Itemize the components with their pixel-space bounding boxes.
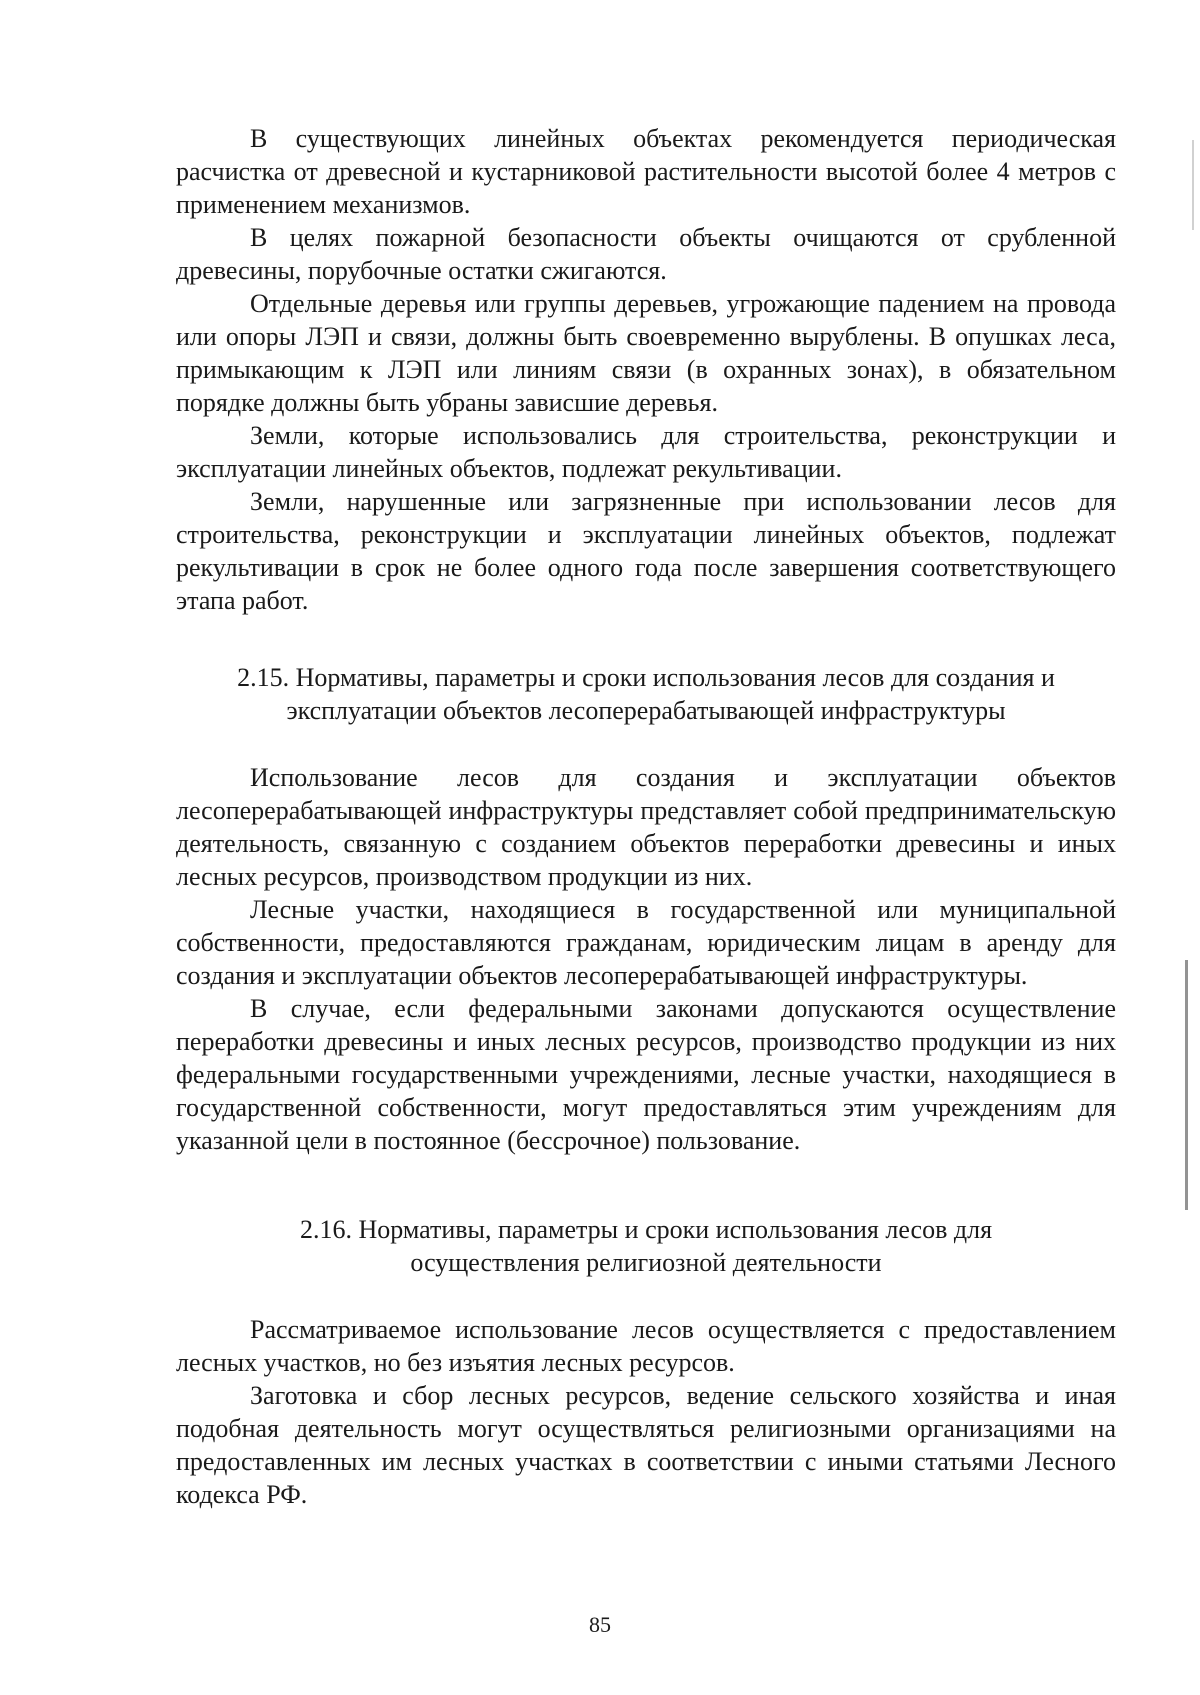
paragraph: Земли, нарушенные или загрязненные при использовании лесов для строительства, реконструкции и эксплуатации линейных объектов, подлежат рекультивации в срок не более одного года после завершения соответствующего этапа работ. bbox=[176, 487, 1116, 615]
paragraph: Земли, которые использовались для строительства, реконструкции и эксплуатации линейных объектов, подлежат рекультивации. bbox=[176, 421, 1116, 483]
scan-edge-mark bbox=[1192, 140, 1194, 230]
paragraph: Отдельные деревья или группы деревьев, угрожающие падением на провода или опоры ЛЭП и связи, должны быть своевременно вырублены. В опушках леса, примыкающим к ЛЭП или линиям связи (в охранных зонах), в обязательном порядке должны быть убраны зависшие деревья. bbox=[176, 289, 1116, 417]
paragraph: В целях пожарной безопасности объекты очищаются от срубленной древесины, порубочные остатки сжигаются. bbox=[176, 223, 1116, 285]
paragraph: Использование лесов для создания и эксплуатации объектов лесоперерабатывающей инфраструктуры представляет собой предпринимательскую деятельность, связанную с созданием объектов переработки древесины и иных лесных ресурсов, производством продукции из них. bbox=[176, 763, 1116, 891]
paragraph: Заготовка и сбор лесных ресурсов, ведение сельского хозяйства и иная подобная деятельность могут осуществляться религиозными организациями на предоставленных им лесных участках в соответствии с иными статьями Лесного кодекса РФ. bbox=[176, 1381, 1116, 1509]
paragraph: Лесные участки, находящиеся в государственной или муниципальной собственности, предоставляются гражданам, юридическим лицам в аренду для создания и эксплуатации объектов лесоперерабатывающей инфраструктуры. bbox=[176, 895, 1116, 990]
paragraph: В существующих линейных объектах рекомендуется периодическая расчистка от древесной и кустарниковой растительности высотой более 4 метров с применением механизмов. bbox=[176, 124, 1116, 219]
page-body bbox=[176, 122, 1116, 1511]
page-number: 85 bbox=[589, 1612, 611, 1637]
paragraph: Рассматриваемое использование лесов осуществляется с предоставлением лесных участков, но без изъятия лесных ресурсов. bbox=[176, 1315, 1116, 1377]
scan-edge-mark bbox=[1185, 960, 1188, 1210]
section-heading-2-15: 2.15. Нормативы, параметры и сроки использования лесов для создания и эксплуатации объектов лесоперерабатывающей инфраструктуры bbox=[237, 663, 1055, 725]
section-heading-2-16: 2.16. Нормативы, параметры и сроки использования лесов для осуществления религиозной деятельности bbox=[299, 1215, 993, 1277]
paragraph: В случае, если федеральными законами допускаются осуществление переработки древесины и иных лесных ресурсов, производство продукции из них федеральными государственными учреждениями, лесные участки, находящиеся в государственной собственности, могут предоставляться этим учреждениям для указанной цели в постоянное (бессрочное) пользование. bbox=[176, 994, 1116, 1155]
